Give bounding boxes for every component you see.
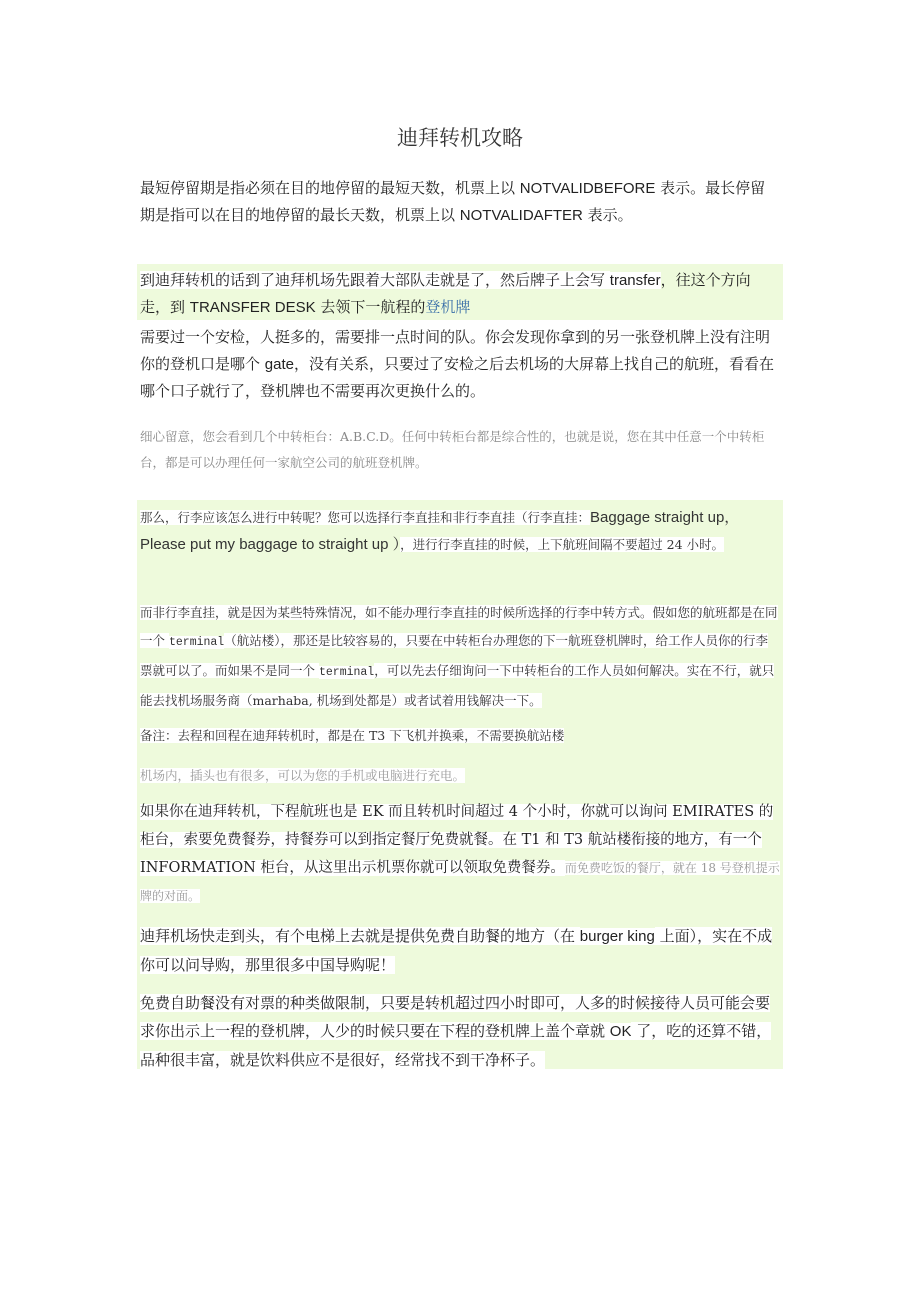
text-run: ，往这个方向走，到 xyxy=(140,271,751,316)
text-run: ，可以先去仔细询问一下中转柜台的工作人员如何解决。实在不行，就只能去找机场服务商（marhaba, 机场到处都是）或者试着用钱解决一下。 xyxy=(140,663,775,708)
text-run: terminal xyxy=(168,636,225,649)
paragraph-buffet-rules xyxy=(140,989,780,1074)
text-run: 免费自助餐没有对票的种类做限制，只要是转机超过四小时即可，人多的时候接待人员可能会要求你出示上一程的登机牌，人少的时候只要在下程的登机牌上盖个章就 xyxy=(140,994,771,1040)
text-run: Baggage straight up，Please put my baggage to straight up ） xyxy=(140,509,740,553)
paragraph-transfer-desk xyxy=(140,267,780,321)
paragraph-meal-voucher xyxy=(140,798,780,910)
boarding-pass-link[interactable]: 登机牌 xyxy=(425,298,471,316)
text-run: NOTVALIDBEFORE xyxy=(519,180,656,197)
text-run: TRANSFER DESK xyxy=(189,299,316,316)
text-run: 机场内，插头也有很多，可以为您的手机或电脑进行充电。 xyxy=(140,768,466,783)
text-run: 需要过一个安检，人挺多的，需要排一点时间的队。你会发现你拿到的另一张登机牌上没有注明你的登机口是哪个 xyxy=(140,328,771,373)
text-run: 而非行李直挂，就是因为某些特殊情况，如不能办理行李直挂的时候所选择的行李中转方式。假如您的航班都是在同一个 xyxy=(140,605,778,648)
text-run: 到迪拜转机的话到了迪拜机场先跟着大部队走就是了，然后牌子上会写 xyxy=(140,271,610,289)
text-run: 如果你在迪拜转机，下程航班也是 EK 而且转机时间超过 4 个小时，你就可以询问 EMIRATES 的柜台，索要免费餐券，持餐券可以到指定餐厅免费就餐。在 T1 和 T3 航站楼衔接的地方，有一个 INFORMATION 柜台，从这里出示机票你就可以领取免费餐券。 xyxy=(140,804,774,876)
text-run: 上面），实在不成你可以问导购，那里很多中国导购呢！ xyxy=(140,927,773,974)
text-run: 备注：去程和回程在迪拜转机时，都是在 T3 下飞机并换乘，不需要换航站楼 xyxy=(140,728,565,743)
text-run: ，没有关系，只要过了安检之后去机场的大屏幕上找自己的航班，看看在哪个口子就行了，登机牌也不需要再次更换什么的。 xyxy=(140,355,774,400)
text-run: terminal xyxy=(318,666,375,679)
paragraph-buffet-location xyxy=(140,922,780,979)
text-run: 去领下一航程的 xyxy=(315,298,426,316)
text-run: 迪拜机场快走到头，有个电梯上去就是提供免费自助餐的地方（在 xyxy=(140,927,580,945)
paragraph-security-check xyxy=(140,324,780,405)
paragraph-charging xyxy=(140,762,780,789)
text-run: 表示。 xyxy=(582,206,633,224)
paragraph-note xyxy=(140,722,780,749)
text-run: NOTVALIDAFTER xyxy=(459,207,583,224)
text-run: 最短停留期是指必须在目的地停留的最短天数，机票上以 xyxy=(140,179,520,197)
text-run: transfer xyxy=(609,272,661,289)
paragraph-transfer-counters: 细心留意，您会看到几个中转柜台：A.B.C.D。任何中转柜台都是综合性的，也就是说，您在其中任意一个中转柜台，都是可以办理任何一家航空公司的航班登机牌。 xyxy=(140,429,765,470)
text-run: 而免费吃饭的餐厅，就在 18 号登机提示牌的对面。 xyxy=(140,861,780,903)
text-run: 表示。最长停留期是指可以在目的地停留的最长天数，机票上以 xyxy=(140,179,766,224)
text-run: （航站楼），那还是比较容易的，只要在中转柜台办理您的下一航班登机牌时，给工作人员你的行李票就可以了。而如果不是同一个 xyxy=(140,633,768,678)
text-run: 了，吃的还算不错，品种很丰富，就是饮料供应不是很好，经常找不到干净杯子。 xyxy=(140,1022,772,1069)
text-run: gate xyxy=(264,356,294,373)
text-run: ，进行行李直挂的时候，上下航班间隔不要超过 24 小时。 xyxy=(400,537,725,552)
paragraph-stay-period xyxy=(140,175,780,229)
document-title: 迪拜转机攻略 xyxy=(397,126,523,150)
text-run: burger king xyxy=(579,928,655,945)
paragraph-baggage xyxy=(140,504,780,558)
text-run: OK xyxy=(609,1023,632,1040)
paragraph-non-through-baggage xyxy=(140,599,780,715)
text-run: 那么，行李应该怎么进行中转呢？您可以选择行李直挂和非行李直挂（行李直挂： xyxy=(140,510,591,525)
